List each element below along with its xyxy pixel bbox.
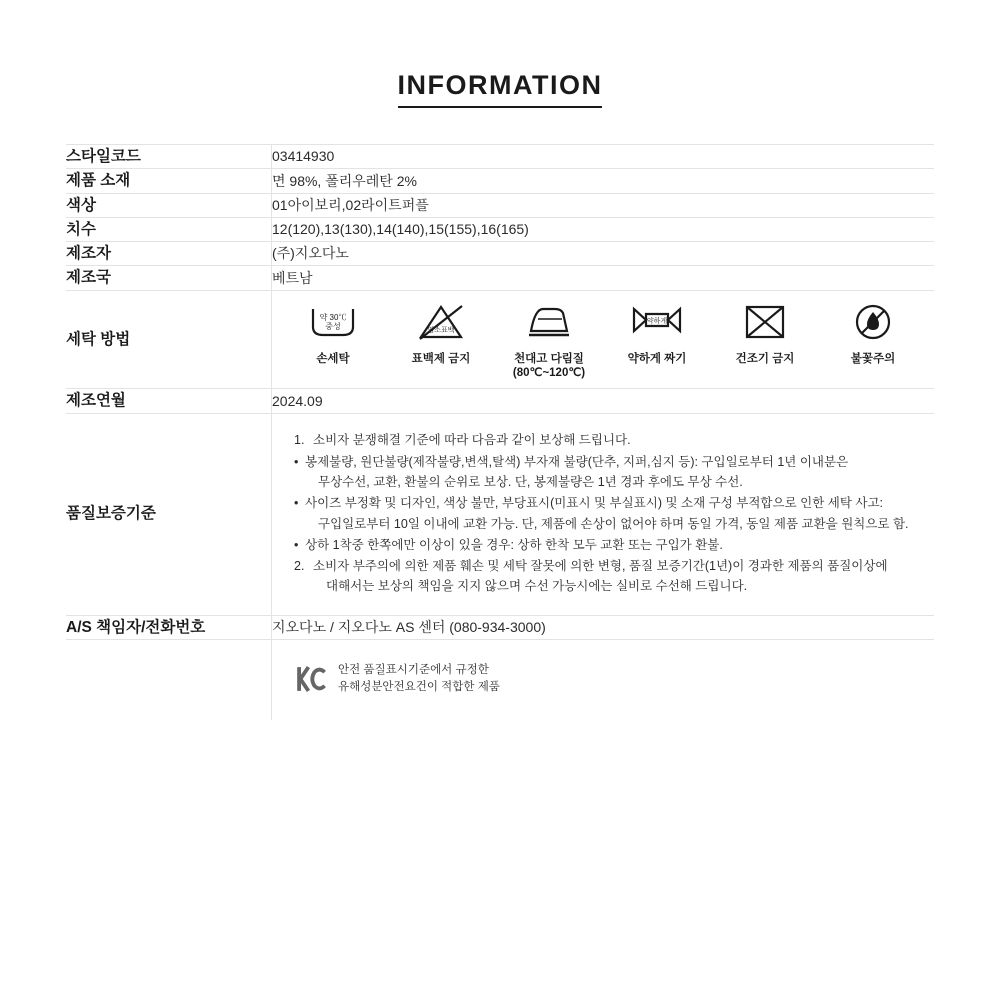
row-label: 색상 [66, 193, 272, 217]
row-value: 03414930 [272, 148, 335, 165]
warranty-body: 상하 1착중 한쪽에만 이상이 있을 경우: 상하 한착 모두 교환 또는 구입가 환불. [305, 537, 723, 552]
warranty-body [313, 556, 924, 597]
warranty-body-line2: 무상수선, 교환, 환불의 순위로 보상. 단, 봉제불량은 1년 경과 후에도 무상 수선. [318, 475, 743, 489]
kc-text [338, 662, 500, 697]
row-label: 제품 소재 [66, 169, 272, 193]
table-row-care [66, 290, 934, 389]
table-row-kc [66, 639, 934, 720]
table-row-as-contact [66, 615, 934, 639]
row-value: 01아이보리,02라이트퍼플 [272, 196, 429, 213]
warranty-marker: 2. [294, 559, 305, 573]
row-value: (주)지오다노 [272, 245, 349, 262]
care-icon-list [272, 291, 934, 389]
care-label: 세탁 방법 [66, 290, 272, 389]
kc-spacer [66, 639, 272, 720]
warranty-body-line2: 구입일로부터 10일 이내에 교환 가능. 단, 제품에 손상이 없어야 하며 동일 가격, 동일 제품 교환을 원칙으로 함. [318, 516, 909, 531]
svg-text:염소표백: 염소표백 [427, 326, 455, 334]
row-value: 12(120),13(130),14(140),15(155),16(165) [272, 221, 529, 238]
care-caption: 약하게 짜기 [627, 352, 687, 365]
warranty-line [294, 452, 924, 493]
hand-wash-icon [294, 299, 372, 345]
care-caption: 손세탁 [316, 352, 350, 365]
care-item-no-tumble-dry [726, 299, 804, 381]
care-caption-line2: (80℃~120℃) [512, 366, 586, 379]
svg-text:약하게: 약하게 [646, 317, 668, 325]
care-value [272, 290, 935, 389]
warranty-marker: • [294, 496, 299, 511]
warranty-marker: • [294, 454, 299, 469]
kc-logo-icon [294, 662, 328, 696]
warranty-body-line1: 사이즈 부정확 및 디자인, 색상 불만, 부당표시(미표시 및 부실표시) 및 소재 구성 부적합으로 인한 세탁 사고: [305, 496, 883, 511]
warranty-body [305, 493, 924, 534]
no-tumble-dry-icon [726, 299, 804, 345]
kc-text-line2: 유해성분안전요건이 적합한 제품 [338, 681, 500, 693]
page-title: INFORMATION [398, 70, 603, 108]
table-row [66, 145, 934, 169]
warranty-marker: • [294, 537, 299, 552]
row-value: 면 98%, 폴리우레탄 2% [272, 172, 417, 189]
gentle-wring-icon [618, 299, 696, 345]
kc-value [272, 639, 935, 720]
warranty-label: 품질보증기준 [66, 413, 272, 615]
table-row-manufacture-date [66, 389, 934, 413]
row-label: 제조국 [66, 266, 272, 290]
no-flame-icon [834, 299, 912, 345]
table-row [66, 169, 934, 193]
warranty-value [272, 413, 935, 615]
care-caption: 표백제 금지 [411, 352, 471, 365]
table-row [66, 193, 934, 217]
warranty-body-line2: 대해서는 보상의 책임을 지지 않으며 수선 가능시에는 실비로 수선해 드립니다. [326, 579, 748, 594]
manufacture-date-label: 제조연월 [66, 389, 272, 413]
row-label: 제조자 [66, 242, 272, 266]
warranty-body-line1: 봉제불량, 원단불량(제작불량,변색,탈색) 부자재 불량(단추, 지퍼,심지 등): 구입일로부터 1년 이내분은 [305, 454, 849, 469]
care-item-no-bleach [402, 299, 480, 381]
row-value: 베트남 [272, 269, 313, 286]
warranty-body [305, 452, 924, 493]
row-label: 스타일코드 [66, 145, 272, 169]
kc-text-line1: 안전 품질표시기준에서 규정한 [338, 663, 489, 676]
iron-with-cloth-icon [510, 299, 588, 345]
warranty-line [294, 493, 924, 534]
care-caption-line1: 천대고 다림질 [514, 352, 584, 365]
care-item-hand-wash [294, 299, 372, 381]
table-row [66, 266, 934, 290]
care-item-no-flame [834, 299, 912, 381]
manufacture-date-value: 2024.09 [272, 392, 323, 409]
care-item-iron [510, 299, 588, 381]
svg-text:약 30℃: 약 30℃ [319, 312, 347, 322]
warranty-marker: 1. [294, 432, 305, 447]
warranty-body-line1: 소비자 부주의에 의한 제품 훼손 및 세탁 잘못에 의한 변형, 품질 보증기간(1년)이 경과한 제품의 품질이상에 [313, 559, 888, 573]
table-row [66, 217, 934, 241]
care-item-gentle-wring [618, 299, 696, 381]
care-caption [510, 352, 588, 381]
care-caption: 불꽃주의 [850, 352, 896, 365]
table-row [66, 242, 934, 266]
warranty-line [294, 556, 924, 597]
information-table [66, 144, 934, 720]
care-caption: 건조기 금지 [735, 352, 795, 365]
warranty-text [272, 414, 934, 615]
warranty-line [294, 535, 924, 555]
warranty-body: 소비자 분쟁해결 기준에 따라 다음과 같이 보상해 드립니다. [313, 432, 631, 447]
as-contact-label: A/S 책임자/전화번호 [66, 615, 272, 639]
page-title-wrap [0, 0, 1000, 108]
svg-text:중성: 중성 [325, 321, 341, 331]
table-row-warranty [66, 413, 934, 615]
row-label: 치수 [66, 217, 272, 241]
no-bleach-icon [402, 299, 480, 345]
as-contact-value: 지오다노 / 지오다노 AS 센터 (080-934-3000) [272, 618, 546, 635]
warranty-line [294, 430, 924, 450]
kc-mark [272, 640, 934, 721]
